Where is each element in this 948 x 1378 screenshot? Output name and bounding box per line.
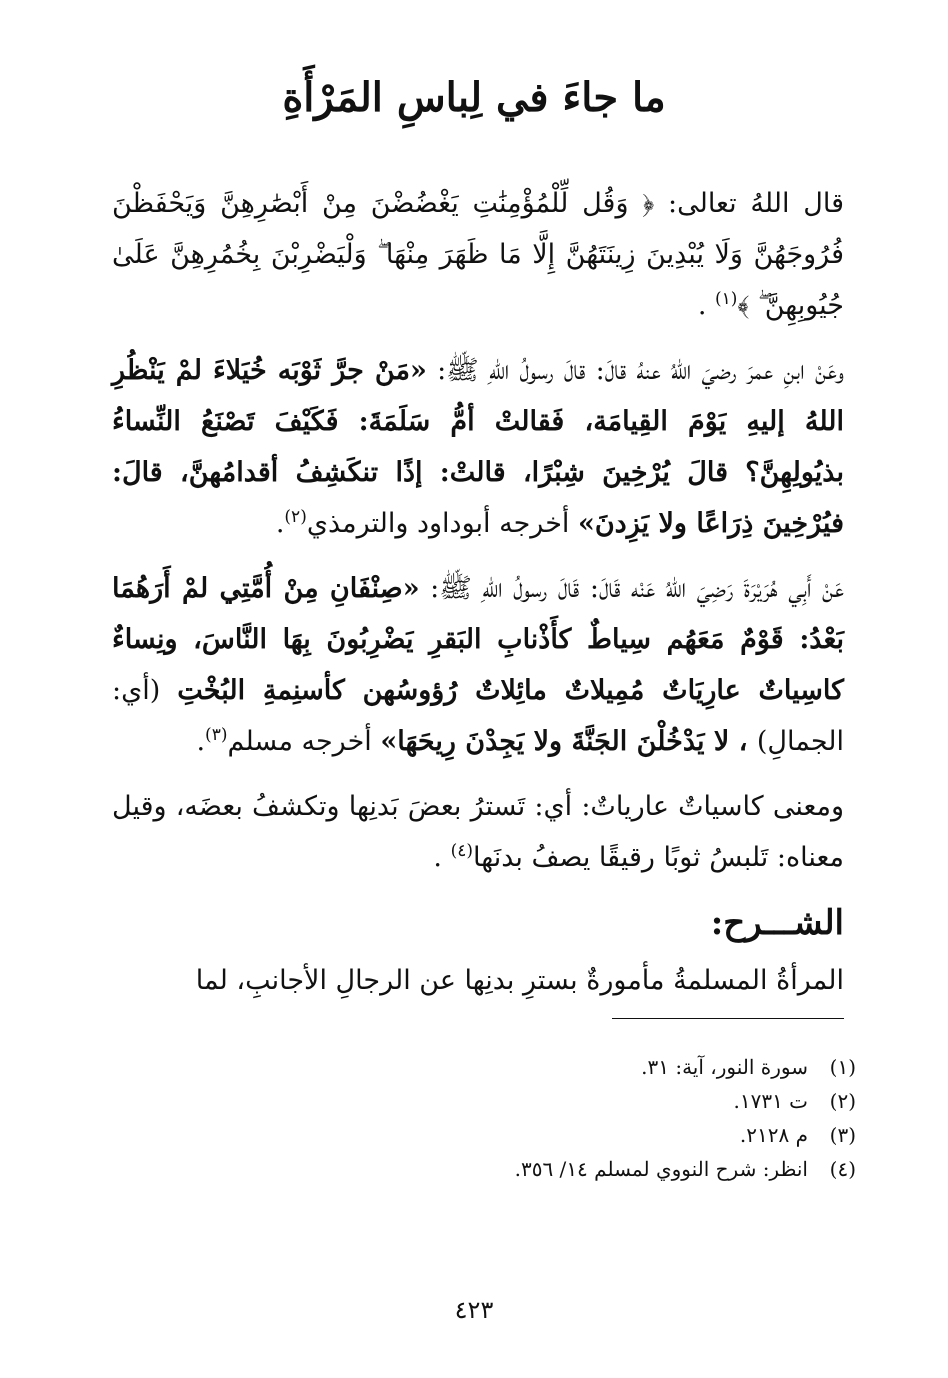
meaning-text: ومعنى كاسياتٌ عارياتٌ: أي: تَسترُ بعضَ بَدنِها وتكشفُ بعضَه، وقيل معناه: تَلبسُ ثوبًا رقيقًا يصفُ بدنَها: [112, 791, 844, 873]
quran-verse: ﴿ وَقُل لِّلْمُؤْمِنَٰتِ يَغْضُضْنَ مِنْ أَبْصَٰرِهِنَّ وَيَحْفَظْنَ فُرُوجَهُنَّ وَلَا يُبْدِينَ زِينَتَهُنَّ إِلَّا مَا ظَهَرَ مِنْهَا ۖ وَلْيَضْرِبْنَ بِخُمُرِهِنَّ عَلَىٰ جُيُوبِهِنَّ ۖ ﴾: [112, 188, 844, 321]
footnote-divider: [612, 1018, 844, 1019]
footnote-number: (٢): [829, 1089, 856, 1113]
footnote-mark[interactable]: (٤): [450, 841, 474, 861]
hadith-intro: وعَنْ ابنِ عمرَ رضيَ اللهُ عنهُ قالَ: قالَ رسولُ اللهِ ﷺ:: [426, 355, 845, 386]
footnotes: [112, 1050, 856, 1186]
footnote-text: سورة النور، آية: ٣١.: [641, 1055, 808, 1079]
meaning-paragraph: [112, 781, 844, 883]
hadith-text: «مَنْ جرَّ ثَوْبَه خُيَلاءَ لمْ يَنْظُرِ اللهُ إليهِ يَوْمَ القِيامَة، فَقالتْ أمُّ سَلَمَةَ: فَكَيْفَ تَصْنَعُ النِّساءُ بذيُولِهِنَّ؟ قالَ يُرْخِينَ شِبْرًا، قالتْ: إذًا تنكَشِفُ أقدامُهنَّ، قالَ: فيُرْخِينَ ذِرَاعًا ولا يَزِدنَ»: [112, 355, 844, 539]
footnote-number: (٤): [829, 1157, 856, 1181]
footnote-number: (٣): [829, 1123, 856, 1147]
footnote-text: انظر: شرح النووي لمسلم ١٤/ ٣٥٦.: [514, 1157, 808, 1181]
hadith-source: أخرجه مسلم: [227, 726, 381, 757]
sharh-paragraph: المرأةُ المسلمةُ مأمورةٌ بسترِ بدنِها عن الرجالِ الأجانبِ، لما: [195, 965, 844, 996]
verse-paragraph: [112, 178, 844, 331]
hadith-paragraph-2: [112, 563, 844, 767]
footnote-mark[interactable]: (٣): [205, 725, 228, 745]
hadith-intro: عَنْ أَبِي هُرَيْرَةَ رَضِيَ اللهُ عَنْه قَالَ: قَالَ رسولُ اللهِ ﷺ:: [419, 573, 844, 604]
footnote-item: [112, 1050, 856, 1084]
footnote-mark[interactable]: (٢): [284, 507, 307, 527]
hadith-paragraph-1: [112, 345, 844, 549]
hadith-end: .: [275, 508, 285, 539]
hadith-gloss: (أي: الجمالِ): [112, 675, 844, 757]
hadith-end: .: [196, 726, 206, 757]
verse-end: .: [697, 290, 715, 321]
footnote-mark[interactable]: (١): [714, 289, 738, 309]
main-text: [112, 178, 844, 1020]
footnote-item: [112, 1084, 856, 1118]
sharh-heading: الشـــرح:: [710, 903, 844, 943]
page-number: ٤٢٣: [454, 1296, 494, 1324]
hadith-text: «صِنْفَانِ مِنْ أُمَّتِي لمْ أَرَهُمَا بَعْدُ: قَوْمٌ مَعَهُم سِياطٌ كأَذْنابِ البَقرِ يَضْرِبُونَ بِهَا النَّاسَ، ونِساءٌ كاسِياتٌ عارِيَاتٌ مُمِيلاتٌ مائِلاتٌ رُؤوسُهن كأسنِمةِ البُخْتِ: [112, 573, 844, 706]
meaning-end: .: [433, 842, 451, 873]
footnote-number: (١): [829, 1055, 856, 1079]
verse-intro: قال اللهُ تعالى:: [654, 188, 845, 219]
footnote-text: ت ١٧٣١.: [733, 1089, 808, 1113]
footnote-item: [112, 1118, 856, 1152]
footnote-item: [112, 1152, 856, 1186]
footnote-text: م ٢١٢٨.: [739, 1123, 808, 1147]
page-title: ما جاءَ في لِباسِ المَرْأَةِ: [282, 74, 666, 121]
hadith-source: أخرجه أبوداود والترمذي: [306, 508, 578, 539]
hadith-text-continued: ، لا يَدْخُلْنَ الجَنَّةَ ولا يَجِدْنَ رِيحَهَا»: [380, 726, 757, 757]
